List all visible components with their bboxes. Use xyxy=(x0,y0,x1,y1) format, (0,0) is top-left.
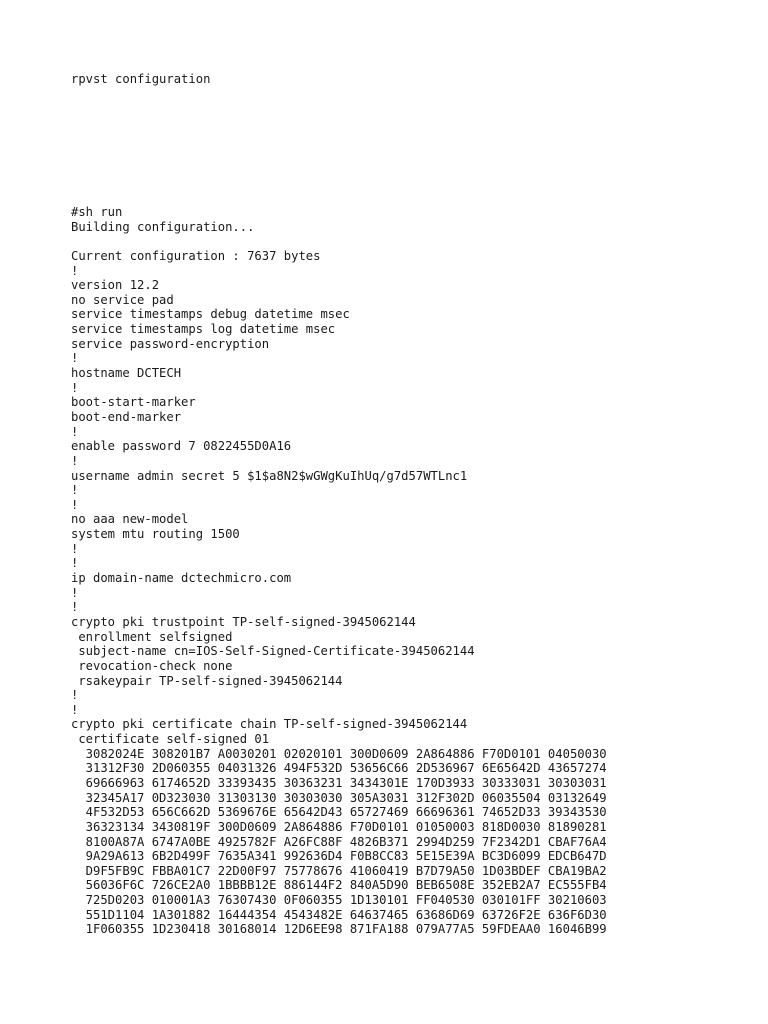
config-line: ! xyxy=(71,702,79,717)
config-line: service password-encryption xyxy=(71,336,270,351)
config-line: 31312F30 2D060355 04031326 494F532D 53656C66 2D536967 6E65642D 43657274 xyxy=(71,761,607,776)
config-line: #sh run xyxy=(71,205,123,219)
config-line: 551D1104 1A301882 16444354 4543482E 64637465 63686D69 63726F2E 636F6D30 xyxy=(71,907,607,922)
config-line: service timestamps log datetime msec xyxy=(71,322,336,337)
config-line: ! xyxy=(71,497,79,512)
config-line: subject-name cn=IOS-Self-Signed-Certificate-3945062144 xyxy=(71,644,475,659)
config-line: 4F532D53 656C662D 5369676E 65642D43 65727469 66696361 74652D33 39343530 xyxy=(71,805,607,820)
config-line: enable password 7 0822455D0A16 xyxy=(71,439,292,454)
config-line: 69666963 6174652D 33393435 30363231 3434301E 170D3933 30333031 30303031 xyxy=(71,775,607,790)
config-line: version 12.2 xyxy=(71,278,160,293)
config-line: boot-start-marker xyxy=(71,395,196,410)
config-line: crypto pki certificate chain TP-self-signed-3945062144 xyxy=(71,717,468,732)
config-line: Current configuration : 7637 bytes xyxy=(71,248,321,263)
config-line: D9F5FB9C FBBA01C7 22D00F97 75778676 41060419 B7D79A50 1D03BDEF CBA19BA2 xyxy=(71,863,607,878)
document-title: rpvst configuration xyxy=(71,72,211,86)
config-line: 9A29A613 6B2D499F 7635A341 992636D4 F0B8CC83 5E15E39A BC3D6099 EDCB647D xyxy=(71,849,607,864)
config-line: ! xyxy=(71,380,79,395)
config-line: ! xyxy=(71,424,79,439)
config-line: revocation-check none xyxy=(71,658,233,673)
config-line: ! xyxy=(71,483,79,498)
config-line: 8100A87A 6747A0BE 4925782F A26FC88F 4826B371 2994D259 7F2342D1 CBAF76A4 xyxy=(71,834,607,849)
config-line: ! xyxy=(71,585,79,600)
config-line: rsakeypair TP-self-signed-3945062144 xyxy=(71,673,343,688)
config-line: 725D0203 010001A3 76307430 0F060355 1D130101 FF040530 030101FF 30210603 xyxy=(71,893,607,908)
config-line: Building configuration... xyxy=(71,219,255,234)
config-line: ! xyxy=(71,541,79,556)
config-line: 1F060355 1D230418 30168014 12D6EE98 871FA188 079A77A5 59FDEAA0 16046B99 xyxy=(71,922,607,937)
config-line: 32345A17 0D323030 31303130 30303030 305A3031 312F302D 06035504 03132649 xyxy=(71,790,607,805)
config-line: ! xyxy=(71,351,79,366)
config-line: ! xyxy=(71,600,79,615)
config-line: certificate self-signed 01 xyxy=(71,732,270,747)
config-listing xyxy=(71,205,607,937)
config-line: username admin secret 5 $1$a8N2$wGWgKuIhUq/g7d57WTLnc1 xyxy=(71,468,468,483)
config-line: crypto pki trustpoint TP-self-signed-3945062144 xyxy=(71,614,416,629)
config-line: system mtu routing 1500 xyxy=(71,527,240,542)
config-line: ! xyxy=(71,688,79,703)
config-line xyxy=(71,234,607,249)
config-line: 3082024E 308201B7 A0030201 02020101 300D0609 2A864886 F70D0101 04050030 xyxy=(71,746,607,761)
config-line: no service pad xyxy=(71,292,174,307)
config-line: hostname DCTECH xyxy=(71,366,182,381)
config-line: enrollment selfsigned xyxy=(71,629,233,644)
config-line: ! xyxy=(71,453,79,468)
config-line: boot-end-marker xyxy=(71,409,182,424)
config-line: 56036F6C 726CE2A0 1BBBB12E 886144F2 840A5D90 BEB6508E 352EB2A7 EC555FB4 xyxy=(71,878,607,893)
config-line: service timestamps debug datetime msec xyxy=(71,307,350,322)
config-line: no aaa new-model xyxy=(71,512,189,527)
config-line: ip domain-name dctechmicro.com xyxy=(71,571,292,586)
config-line: ! xyxy=(71,556,79,571)
config-line: ! xyxy=(71,263,79,278)
config-line: 36323134 3430819F 300D0609 2A864886 F70D0101 01050003 818D0030 81890281 xyxy=(71,819,607,834)
